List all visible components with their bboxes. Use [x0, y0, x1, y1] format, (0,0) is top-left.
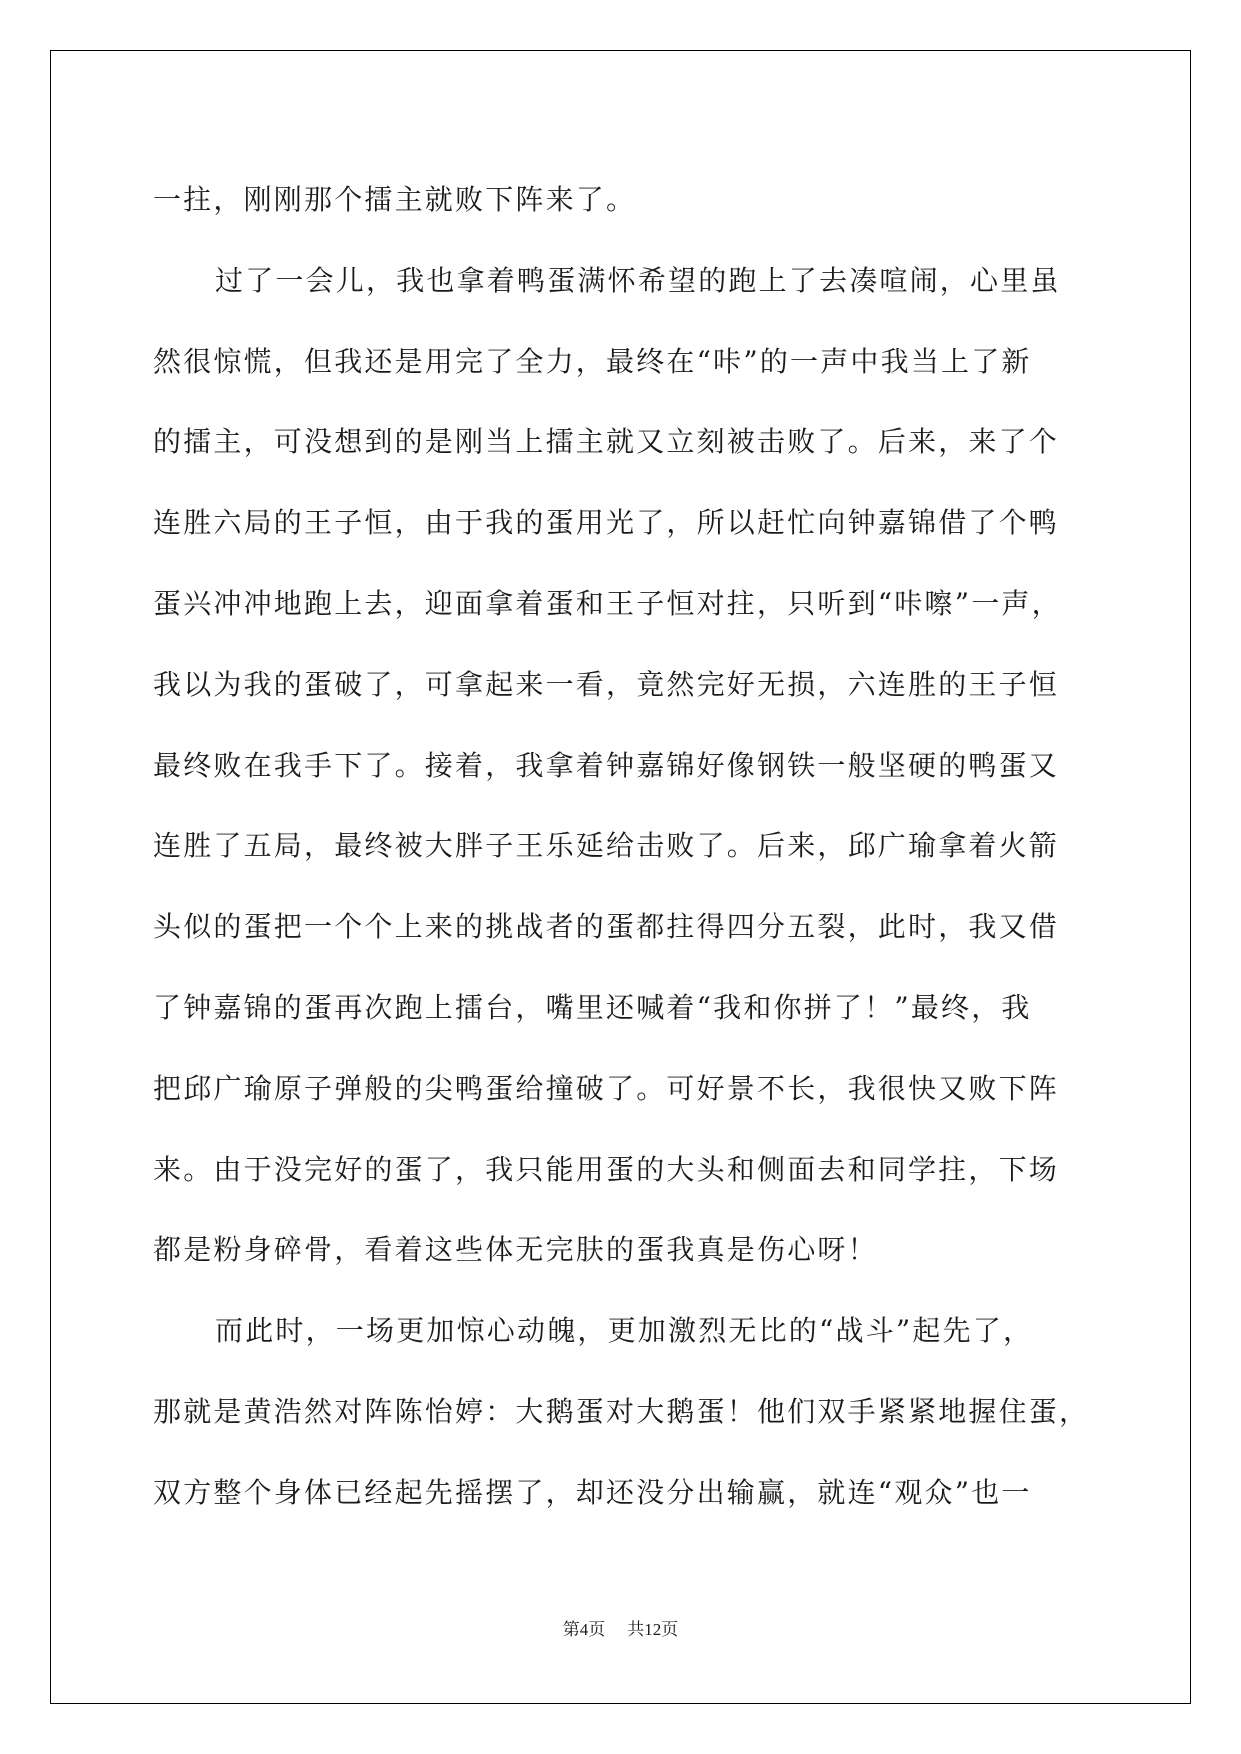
text-line: 我以为我的蛋破了，可拿起来一看，竟然完好无损，六连胜的王子恒 — [153, 667, 1060, 701]
text-line: 把邱广瑜原子弹般的尖鸭蛋给撞破了。可好景不长，我很快又败下阵 — [153, 1071, 1060, 1105]
text-line: 双方整个身体已经起先摇摆了，却还没分出输赢，就连“观众”也一 — [153, 1475, 1032, 1509]
text-line: 都是粉身碎骨，看着这些体无完肤的蛋我真是伤心呀！ — [153, 1233, 878, 1267]
text-line: 蛋兴冲冲地跑上去，迎面拿着蛋和王子恒对拄，只听到“咔嚓”一声， — [153, 586, 1062, 620]
text-line: 然很惊慌，但我还是用完了全力，最终在“咔”的一声中我当上了新 — [153, 344, 1032, 378]
document-body — [153, 160, 1103, 1534]
text-line: 连胜了五局，最终被大胖子王乐延给击败了。后来，邱广瑜拿着火箭 — [153, 829, 1060, 863]
text-line: 了钟嘉锦的蛋再次跑上擂台，嘴里还喊着“我和你拼了！”最终，我 — [153, 990, 1032, 1024]
text-line: 那就是黄浩然对阵陈怡婷：大鹅蛋对大鹅蛋！他们双手紧紧地握住蛋， — [153, 1394, 1090, 1428]
text-line: 最终败在我手下了。接着，我拿着钟嘉锦好像钢铁一般坚硬的鸭蛋又 — [153, 748, 1060, 782]
page-total: 共12页 — [627, 1620, 679, 1639]
text-line: 一拄，刚刚那个擂主就败下阵来了。 — [153, 183, 637, 216]
page-number: 第4页 — [562, 1620, 606, 1639]
text-line: 的擂主，可没想到的是刚当上擂主就又立刻被击败了。后来，来了个 — [153, 425, 1060, 459]
text-line: 来。由于没完好的蛋了，我只能用蛋的大头和侧面去和同学拄，下场 — [153, 1152, 1060, 1186]
text-line: 而此时，一场更加惊心动魄，更加激烈无比的“战斗”起先了， — [215, 1314, 1034, 1348]
page-footer — [0, 1618, 1241, 1642]
text-line: 头似的蛋把一个个上来的挑战者的蛋都拄得四分五裂，此时，我又借 — [153, 910, 1060, 944]
text-line: 连胜六局的王子恒，由于我的蛋用光了，所以赶忙向钟嘉锦借了个鸭 — [153, 506, 1060, 540]
text-line: 过了一会儿，我也拿着鸭蛋满怀希望的跑上了去凑喧闹，心里虽 — [215, 263, 1061, 297]
